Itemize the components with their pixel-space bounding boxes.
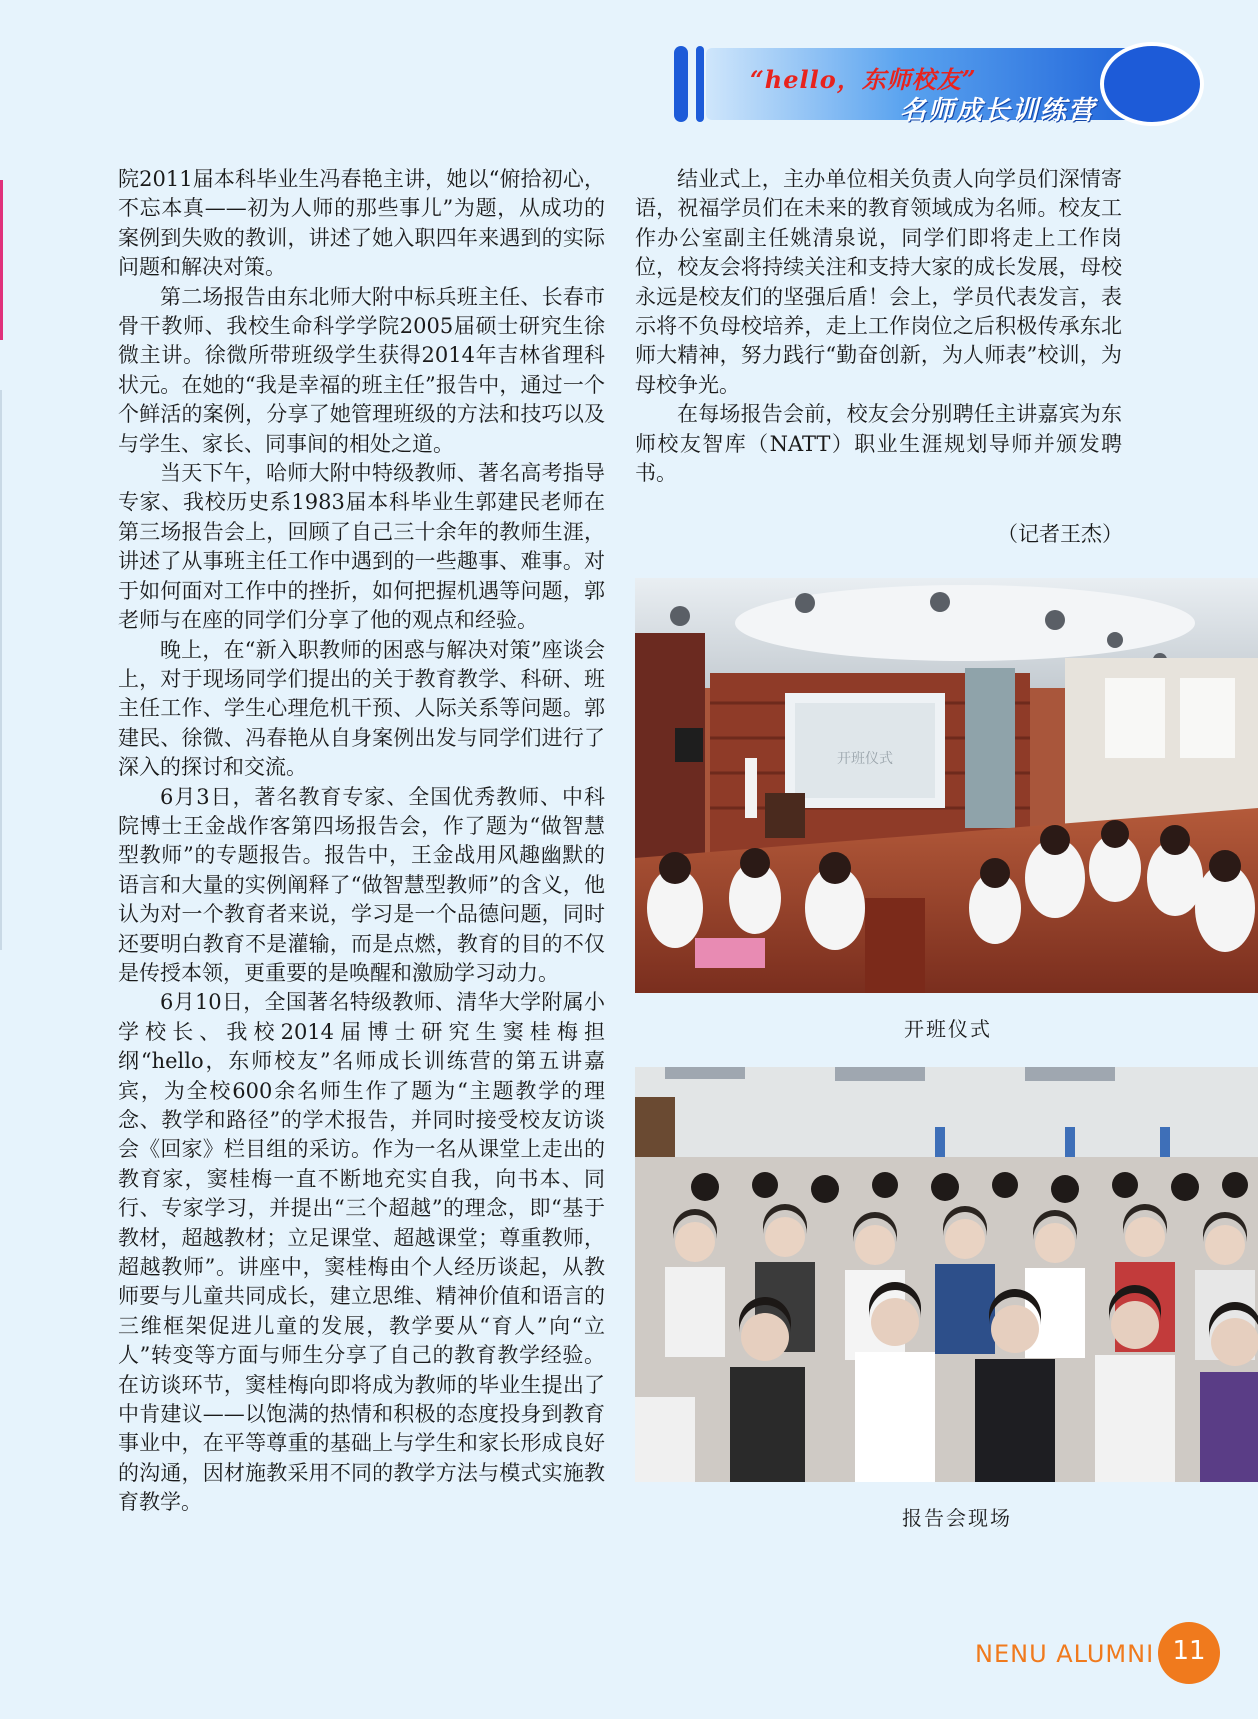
paragraph: 6月10日，全国著名特级教师、清华大学附属小学校长、我校2014届博士研究生窦桂梅担纲“hello，东师校友”名师成长训练营的第五讲嘉宾，为全校600余名师生作了题为“主题教学的理念、教学和路径”的学术报告，并同时接受校友访谈会《回家》栏目组的采访。作为一名从课堂上走出的教育家，窦桂梅一直不断地充实自我，向书本、同行、专家学习，并提出“三个超越”的理念，即“基于教材，超越教材；立足课堂、超越课堂；尊重教师，超越教师”。讲座中，窦桂梅由个人经历谈起，从教师要与儿童共同成长，建立思维、精神价值和语言的三维框架促进儿童的发展，教学要从“育人”向“立人”转变等方面与师生分享了自己的教育教学经验。在访谈环节，窦桂梅向即将成为教师的毕业生提出了中肯建议——以饱满的热情和积极的态度投身到教育事业中，在平等尊重的基础上与学生和家长形成良好的沟通，因材施教采用不同的教学方法与模式实施教育教学。 (118, 990, 605, 1515)
article-right-column (635, 165, 1122, 488)
paragraph: 在每场报告会前，校友会分别聘任主讲嘉宾为东师校友智库（NATT）职业生涯规划导师并颁发聘书。 (635, 402, 1122, 486)
page-number: 11 (1172, 1636, 1206, 1666)
auditorium-illustration (635, 578, 1258, 993)
paragraph: 第二场报告由东北师大附中标兵班主任、长春市骨干教师、我校生命科学学院2005届硕士研究生徐微主讲。徐微所带班级学生获得2014年吉林省理科状元。在她的“我是幸福的班主任”报告中，通过一个个鲜活的案例，分享了她管理班级的方法和技巧以及与学生、家长、同事间的相处之道。 (118, 284, 605, 456)
photo-opening-ceremony (635, 578, 1258, 993)
banner-title: “hello，东师校友” (750, 65, 977, 94)
paragraph: 结业式上，主办单位相关负责人向学员们深情寄语，祝福学员们在未来的教育领域成为名师。校友工作办公室副主任姚清泉说，同学们即将走上工作岗位，校友会将持续关注和支持大家的成长发展，母校永远是校友们的坚强后盾！会上，学员代表发言，表示将不负母校培养，走上工作岗位之后积极传承东北师大精神，努力践行“勤奋创新，为人师表”校训，为母校争光。 (635, 167, 1122, 397)
banner-bar (696, 46, 704, 122)
photo-caption: 报告会现场 (902, 1506, 1012, 1530)
paragraph: 晚上，在“新入职教师的困惑与解决对策”座谈会上，对于现场同学们提出的关于教育教学、科研、班主任工作、学生心理危机干预、人际关系等问题。郭建民、徐微、冯春艳从自身案例出发与同学们进行了深入的探讨和交流。 (118, 637, 605, 780)
projector-screen-text: 开班仪式 (837, 751, 893, 767)
left-edge-accent (0, 180, 3, 340)
banner-circle (1100, 42, 1204, 126)
paragraph: 院2011届本科毕业生冯春艳主讲，她以“俯拾初心，不忘本真——初为人师的那些事儿”为题，从成功的案例到失败的教训，讲述了她入职四年来遇到的实际问题和解决对策。 (118, 167, 605, 280)
photo-caption: 开班仪式 (904, 1017, 992, 1041)
paragraph: 当天下午，哈师大附中特级教师、著名高考指导专家、我校历史系1983届本科毕业生郭建民老师在第三场报告会上，回顾了自己三十余年的教师生涯，讲述了从事班主任工作中遇到的一些趣事、难事。对于如何面对工作中的挫折，如何把握机遇等问题，郭老师与在座的同学们分享了他的观点和经验。 (118, 461, 605, 633)
banner-subtitle: 名师成长训练营 (900, 96, 1097, 126)
magazine-name: NENU ALUMNI (975, 1640, 1155, 1668)
paragraph: 6月3日，著名教育专家、全国优秀教师、中科院博士王金战作客第四场报告会，作了题为“做智慧型教师”的专题报告。报告中，王金战用风趣幽默的语言和大量的实例阐释了“做智慧型教师”的含义，他认为对一个教育者来说，学习是一个品德问题，同时还要明白教育不是灌输，而是点燃，教育的目的不仅是传授本领，更重要的是唤醒和激励学习动力。 (118, 784, 605, 985)
left-edge-rule (0, 390, 2, 950)
audience-illustration (635, 1067, 1258, 1482)
banner-bar (674, 46, 688, 122)
reporter-byline: （记者王杰） (997, 522, 1123, 546)
article-left-column (118, 165, 605, 1518)
photo-lecture-audience (635, 1067, 1258, 1482)
page-number-badge (1158, 1622, 1220, 1684)
section-banner (670, 42, 1210, 128)
